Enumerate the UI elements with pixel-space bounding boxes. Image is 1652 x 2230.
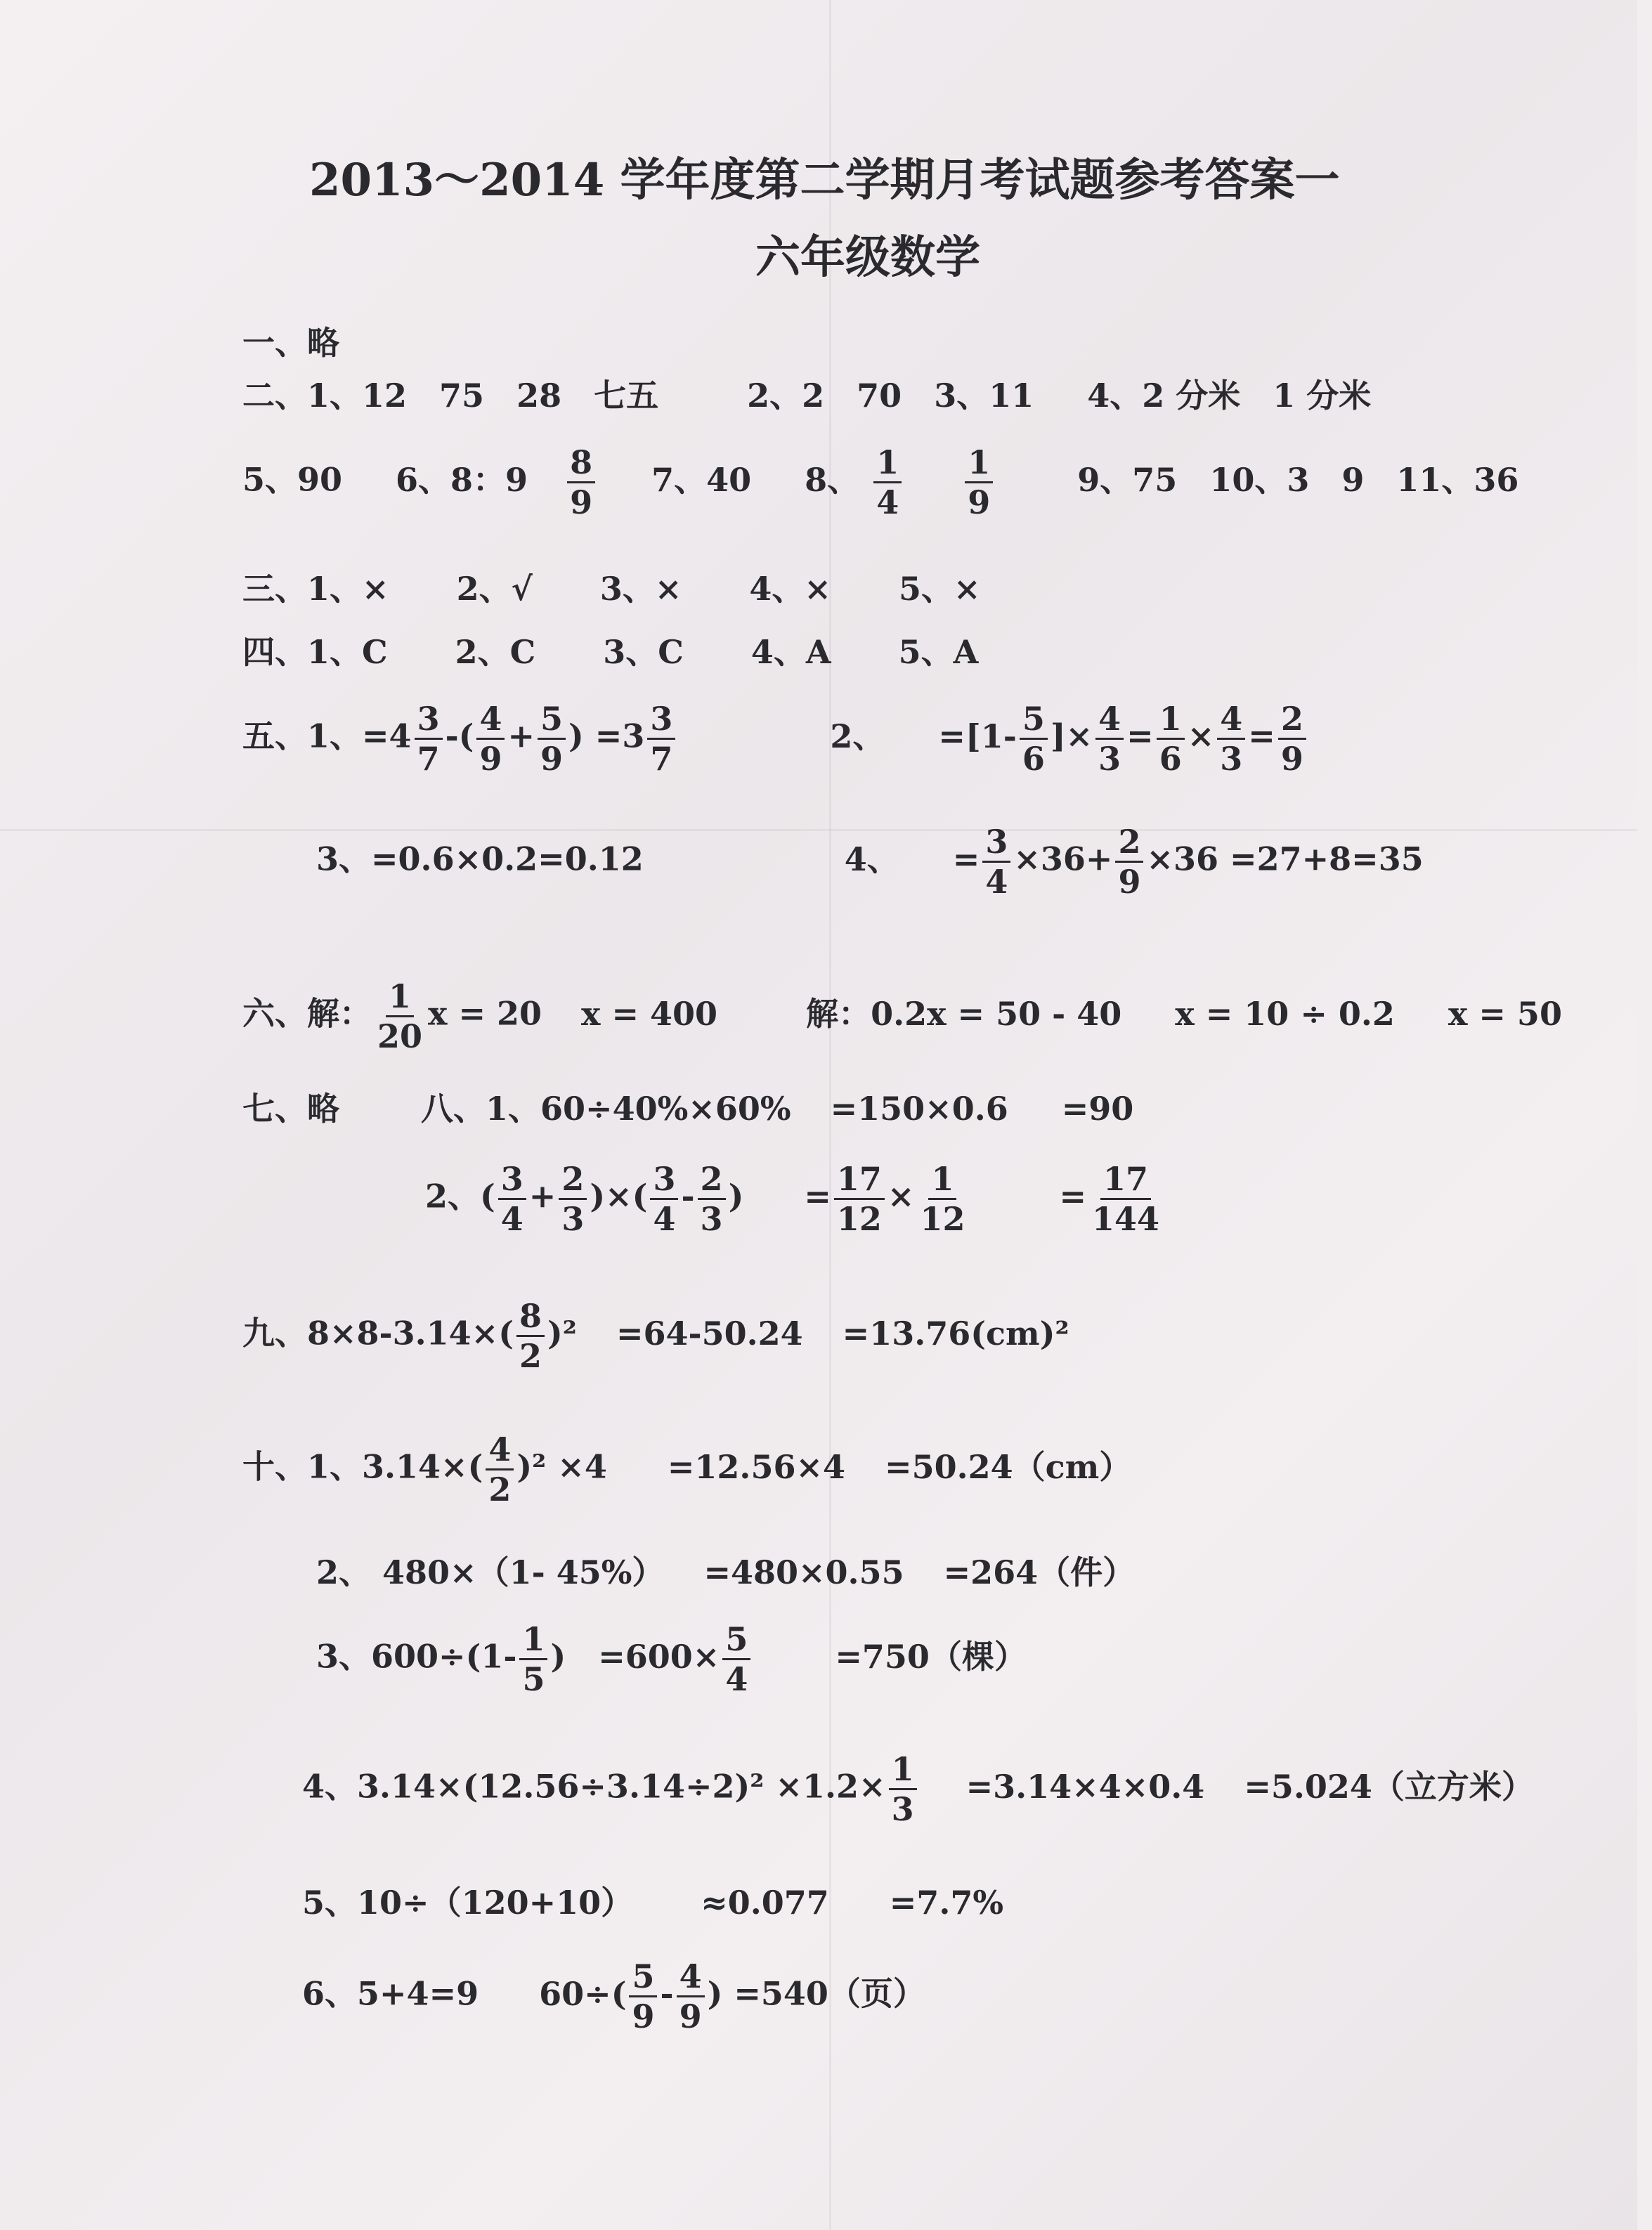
answer-text: 七五 — [594, 377, 659, 415]
answer-text: 五、1、=4 — [242, 717, 412, 755]
fraction: $\frac{2}{3}$ — [559, 1163, 587, 1235]
fraction: $\frac{4}{3}$ — [1095, 703, 1124, 775]
document-title: 2013～2014 学年度第二学期月考试题参考答案一 — [309, 154, 1340, 207]
fraction: $\frac{8}{2}$ — [516, 1300, 545, 1372]
section-10-line-2: 2、 480×（1- 45%） =480×0.55 =264（件） — [316, 1553, 1136, 1591]
fraction: $\frac{5}{9}$ — [538, 703, 566, 775]
fraction: $\frac{1}{5}$ — [519, 1623, 547, 1695]
answer-text: 8、 — [805, 460, 860, 499]
section-10-line-4: 4、3.14×(12.56÷3.14÷2)² ×1.2× $\frac{1}{3}$ =3.14×4×0.4 =5.024（立方米） — [302, 1750, 1534, 1828]
answer-text: 9、75 — [1077, 460, 1178, 499]
fraction: $\frac{2}{3}$ — [698, 1163, 726, 1235]
answer-text: 3、=0.6×0.2=0.12 — [316, 840, 644, 878]
section-2-line-1 — [242, 377, 1372, 415]
answer-text: 四、1、C — [242, 633, 388, 671]
fraction: $\frac{1}{12}$ — [920, 1160, 965, 1238]
answer-text: 4、× — [749, 570, 831, 608]
answer-text: 二、1、12 — [242, 377, 408, 415]
fraction: $\frac{5}{4}$ — [722, 1623, 750, 1695]
answer-text: 10、3 — [1209, 460, 1310, 499]
answer-text: 7、40 — [651, 460, 752, 499]
section-3 — [242, 570, 981, 608]
fraction: $\frac{1}{9}$ — [965, 446, 993, 519]
fraction: $\frac{2}{9}$ — [1115, 826, 1143, 898]
answer-text: 三、1、× — [242, 570, 389, 608]
section-7-8-line-1: 七、略 八、1、60÷40%×60% =150×0.6 =90 — [242, 1090, 1134, 1128]
fraction: $\frac{4}{2}$ — [486, 1433, 514, 1506]
answer-text: 2、C — [455, 633, 536, 671]
answer-text: 6、8：9 — [396, 460, 528, 499]
section-4 — [242, 633, 979, 671]
fraction: $\frac{5}{6}$ — [1020, 703, 1048, 775]
answer-text: 3、C — [603, 633, 684, 671]
fraction: $\frac{3}{4}$ — [650, 1163, 678, 1235]
answer-text: 2、√ — [456, 570, 533, 608]
fraction: $\frac{2}{9}$ — [1278, 703, 1306, 775]
fraction: $\frac{8}{9}$ — [567, 446, 595, 519]
answer-text: 5、A — [898, 633, 979, 671]
section-6: 六、解： $\frac{1}{20}$ x = 20 x = 400 解：0.2x = 50 - 40 x = 10 ÷ 0.2 x = 50 — [242, 977, 1562, 1055]
answer-text: 11、36 — [1396, 460, 1519, 499]
fraction: $\frac{4}{9}$ — [476, 703, 505, 775]
section-8-line-2: 2、( $\frac{3}{4}$ + $\frac{2}{3}$ )×( $\frac{3}{4}$ - $\frac{2}{3}$ ) = $\frac{17}{12}$ × $\frac{1}{12}$ = $\frac{17}{144}$ — [425, 1163, 1165, 1235]
answer-text: 9 — [1341, 460, 1365, 499]
fraction: $\frac{3}{7}$ — [415, 703, 443, 775]
fraction: $\frac{4}{3}$ — [1217, 703, 1245, 775]
fraction: $\frac{4}{9}$ — [677, 1960, 705, 2033]
fraction: $\frac{1}{20}$ — [377, 977, 423, 1055]
section-2-line-2 — [242, 443, 1519, 521]
fraction: $\frac{3}{7}$ — [647, 703, 675, 775]
fraction: $\frac{3}{4}$ — [982, 826, 1010, 898]
fraction: $\frac{17}{144}$ — [1092, 1160, 1160, 1238]
answer-text: 5、× — [899, 570, 981, 608]
fraction: $\frac{17}{12}$ — [834, 1163, 885, 1235]
section-10-line-5: 5、10÷（120+10） ≈0.077 =7.7% — [302, 1884, 1004, 1922]
fraction: $\frac{3}{4}$ — [498, 1163, 526, 1235]
answer-text: 4、2 分米 — [1087, 377, 1241, 415]
fraction: $\frac{1}{4}$ — [873, 446, 902, 519]
section-10-line-3: 3、600÷(1- $\frac{1}{5}$ ) =600× $\frac{5}{4}$ =750（棵） — [316, 1620, 1027, 1698]
answer-text: 28 — [516, 377, 562, 415]
section-9: 九、8×8-3.14×( $\frac{8}{2}$ )² =64-50.24 =13.76(cm)² — [242, 1297, 1069, 1375]
section-5-line-1: 五、1、=4 $\frac{3}{7}$ -( $\frac{4}{9}$ + $\frac{5}{9}$ ) =3 $\frac{3}{7}$ 2、 =[1- $\frac{5}{6}$ ]× $\frac{4}{3}$ = $\frac{1}{6}$ × $\frac{4}{3}$ = $\frac{2}{9}$ — [242, 703, 1309, 775]
answer-text: 2、2 — [747, 377, 825, 415]
answer-text: 5、90 — [242, 460, 343, 499]
document-subtitle: 六年级数学 — [755, 231, 980, 284]
section-1: 一、略 — [242, 324, 339, 362]
section-10-line-1: 十、1、3.14×( $\frac{4}{2}$ )² ×4 =12.56×4 =50.24（cm） — [242, 1430, 1132, 1508]
answer-text: 六、解： — [242, 994, 372, 1033]
fraction: $\frac{5}{9}$ — [629, 1960, 657, 2033]
answer-text: 七、略 — [242, 1090, 339, 1128]
fraction: $\frac{1}{3}$ — [889, 1753, 917, 1825]
answer-text: 75 — [439, 377, 485, 415]
answer-text: 3、11 — [934, 377, 1034, 415]
answer-text: 4、A — [750, 633, 831, 671]
section-5-line-2: 3、=0.6×0.2=0.12 4、 = $\frac{3}{4}$ ×36+ $\frac{2}{9}$ ×36 =27+8=35 — [316, 823, 1424, 901]
section-10-line-6: 6、5+4=9 60÷( $\frac{5}{9}$ - $\frac{4}{9}$ ) =540（页） — [302, 1957, 925, 2035]
answer-text: 3、× — [599, 570, 682, 608]
answer-text: 1 分米 — [1273, 377, 1372, 415]
fraction: $\frac{1}{6}$ — [1157, 703, 1185, 775]
answer-text: 70 — [857, 377, 902, 415]
